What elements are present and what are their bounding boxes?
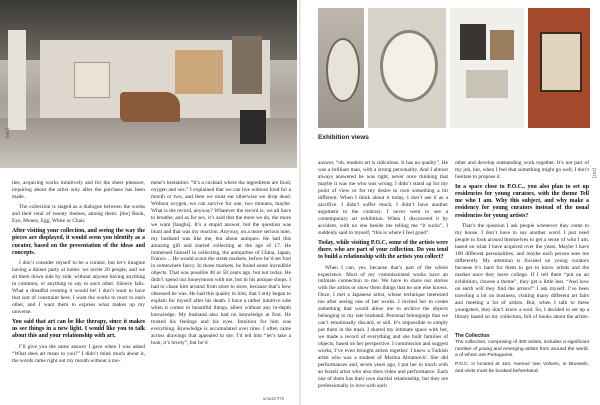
- spread-gutter: [299, 0, 301, 405]
- paragraph: I’ll give you the same answer I gave when I was asked “What does art mean to you?” I didn’t think much about it, the words came right out my mouth without a mo-: [12, 343, 145, 364]
- page-footer: ume33 #75: [263, 396, 284, 401]
- page-marker-left: [156]: [5, 128, 10, 139]
- exhibition-photo: [450, 8, 524, 128]
- paragraph: [455, 223, 589, 320]
- paragraph: I don’t consider myself to be a curator, but let’s imagine having a dinner party at home: we invite 20 people, and we sit them down side by side, without anyone having anything in common, or anything to say to each other. Silence falls. What a dreadful evening it would be! I don’t want to have that sort of constraint here, I want the works to react to each other, and I want them to express what makes up my universe.: [12, 260, 145, 315]
- gallery-interior-photo: [0, 0, 297, 168]
- interview-question: Today, while visiting P.O.C, some of the artists were there, who are part of your collection. Do you tend to build a relationship with the artists you collect?: [318, 239, 448, 260]
- exhibition-photo: [318, 8, 364, 128]
- sidebar-paragraph: The collection, comprising of 400 artists, includes a significant number of young and emerging artists from around the world, a of whom are Portuguese.: [455, 340, 589, 358]
- sidebar-title: The Collection: [455, 333, 490, 339]
- paragraph: ment’s hesitation: “It’s a cocktail where the ingredients are food, oxygen and sex.” I explained that we can live without food for a month or two, and then we must eat otherwise we drop dead. Without oxygen, we can survive for one, two minutes, maybe. What is the record, anyway? Whatever the record is, we all have to breathe, and as for sex, it’s said that the more we do, the more we want [laughs]. It’s a stupid answer, but the question was blunt and that was my reaction. Anyway, on a more serious note, my husband was like me, but about antiques. He had this amazing gift and started collecting at the age of 17. He immersed himself in collecting, the antiquities of China, Japan, France… He would scour the street markets, before he’d set foot in somewhere fancy. In those markets, he found some incredible objects. That was possible 40 or 50 years ago, but not today. He didn’t spend our honeymoon with me, but in his antique shops. I had to chase him around from store to store, because that’s how obsessed he was. He had this quality to him, that I only began to explain for myself after his death. I have a rather intuitive side when it comes to beautiful things, albeit without any in-depth knowledge. My husband also had no knowledge at first. He trusted his feelings and his eyes. Intuition for him was everything. Knowledge is accumulated over time. I often came across drawings that appealed to me. I’d tell him “let’s take a look, it’s lovely”, but he’d: [151, 180, 291, 346]
- interview-question: In a space close to P.O.C., you also plan to set up residencies for young curators, with the theme Tell me who I am. Why this subject, and why make a residency for young curators instead of the usual residencies for young artists?: [455, 184, 589, 219]
- paragraph: other and develop outstanding work together. It’s not part of my job, but, when I feel that something might go well, I don’t hesitate to propose it.: [455, 160, 589, 180]
- text-column-1: [12, 180, 145, 395]
- paragraph: answer, “oh, modern art is ridiculous. It has no quality”. He was a brilliant man, with a strong personality. And I almost always answered he was right, never once thinking that maybe it was me who was wrong. I didn’t stand up for my point of view or for my desire to own something a bit different. When I think about it today, I don’t see it as a sacrifice. I didn’t suffer much, I didn’t have another argument to the contrary. I never went to see a contemporary art exhibition. When I discovered it by accident, with no one beside me telling me “it sucks”, I suddenly said to myself, “this is where I feel good”.: [318, 160, 448, 236]
- text-column-4: [455, 160, 589, 320]
- photo-artwork: [74, 62, 110, 98]
- photo-pillar: [8, 30, 26, 130]
- sidebar-paragraph: P.O.C. is located at 164, Avenue Van Volxem, in Brussels, and visits must be booked beforehand.: [455, 362, 589, 374]
- sidebar-box: [455, 333, 589, 395]
- paragraph: When I can, yes, because that’s part of the whole experience. Most of my commissioned works have an intimate connection to me. We have to share our stories with the artists or show them things that no one else knows. Once, I met a Japanese artist, whose technique interested me after seeing one of her works. I invited her to create something that would allow me to archive the objects belonging to my late husband. Personal belongings that we can’t emotionally discard, or sell. It’s impossible to simply put them in the trash. I shared my intimate space with her, we made a record of everything and she built families of objects, based on her perspective. I commission and suggest works, I’ve even brought artists together. I knew a Turkish artist who was a student of Marina Abramović. She did performances and, seven years ago, I put her in touch with an Israeli artist who also does video and performance. Each one of them has their own marital relationship, but they are professionally in love with each: [318, 264, 448, 389]
- paragraph: ties, acquiring works intuitively and for the sheer pleasure, inquiring about the artist only after the purchase has been made.: [12, 180, 145, 200]
- photo-frame: [540, 32, 582, 92]
- photo-frame: [466, 70, 508, 98]
- interview-question: You said that art can be like therapy, since it makes us see things in a new light. I would like you to talk about this and your relationship with art.: [12, 319, 145, 340]
- photo-frame: [490, 30, 514, 60]
- page-marker-right: [157]: [592, 168, 597, 179]
- paragraph-text: That’s the question I ask people whenever they come to my house. I don’t have to say another word. I just need people to look around themselves to get a sense of who I am, based on what I have acquired over the years. Maybe I have 100 different personalities, and maybe each person sees me differently. My attention is focused on young curators because it’s hard for them to get to know artists and the market once they leave college. If I tell them “put on an exhibition, choose a theme”, they get a little lost. “And how on earth will they find the artists?” I ask myself. I’ve been traveling a lot on business, visiting many different art fairs and meeting a lot of artists. But, when I talk to these youngsters, they don’t know a soul. So, I decided to set up a library based on my collection, full of books about the artists.: [455, 223, 589, 320]
- text-column-3: [318, 160, 448, 395]
- exhibition-photo: [368, 8, 446, 128]
- paragraph: The collection is staged as a dialogue between the works and their total of twenty themes, among them: [the] Book, Eye, Money, Egg, White or Chair.: [12, 204, 145, 225]
- photo-mirror: [326, 38, 360, 102]
- photo-artwork: [232, 36, 262, 94]
- text-column-2: [151, 180, 291, 395]
- photo-artwork: [175, 50, 223, 94]
- photo-frame: [460, 24, 486, 60]
- photo-chair: [240, 110, 266, 144]
- interview-question: After visiting your collection, and seeing the way the pieces are displayed, it would seem you identify as a curator, based on the presentation of the ideas and concepts.: [12, 228, 145, 256]
- exhibition-photo: [528, 8, 590, 128]
- photo-mirror: [380, 30, 438, 102]
- photo-sculpture: [120, 92, 180, 122]
- photo-caption: Exhibition views: [318, 134, 369, 141]
